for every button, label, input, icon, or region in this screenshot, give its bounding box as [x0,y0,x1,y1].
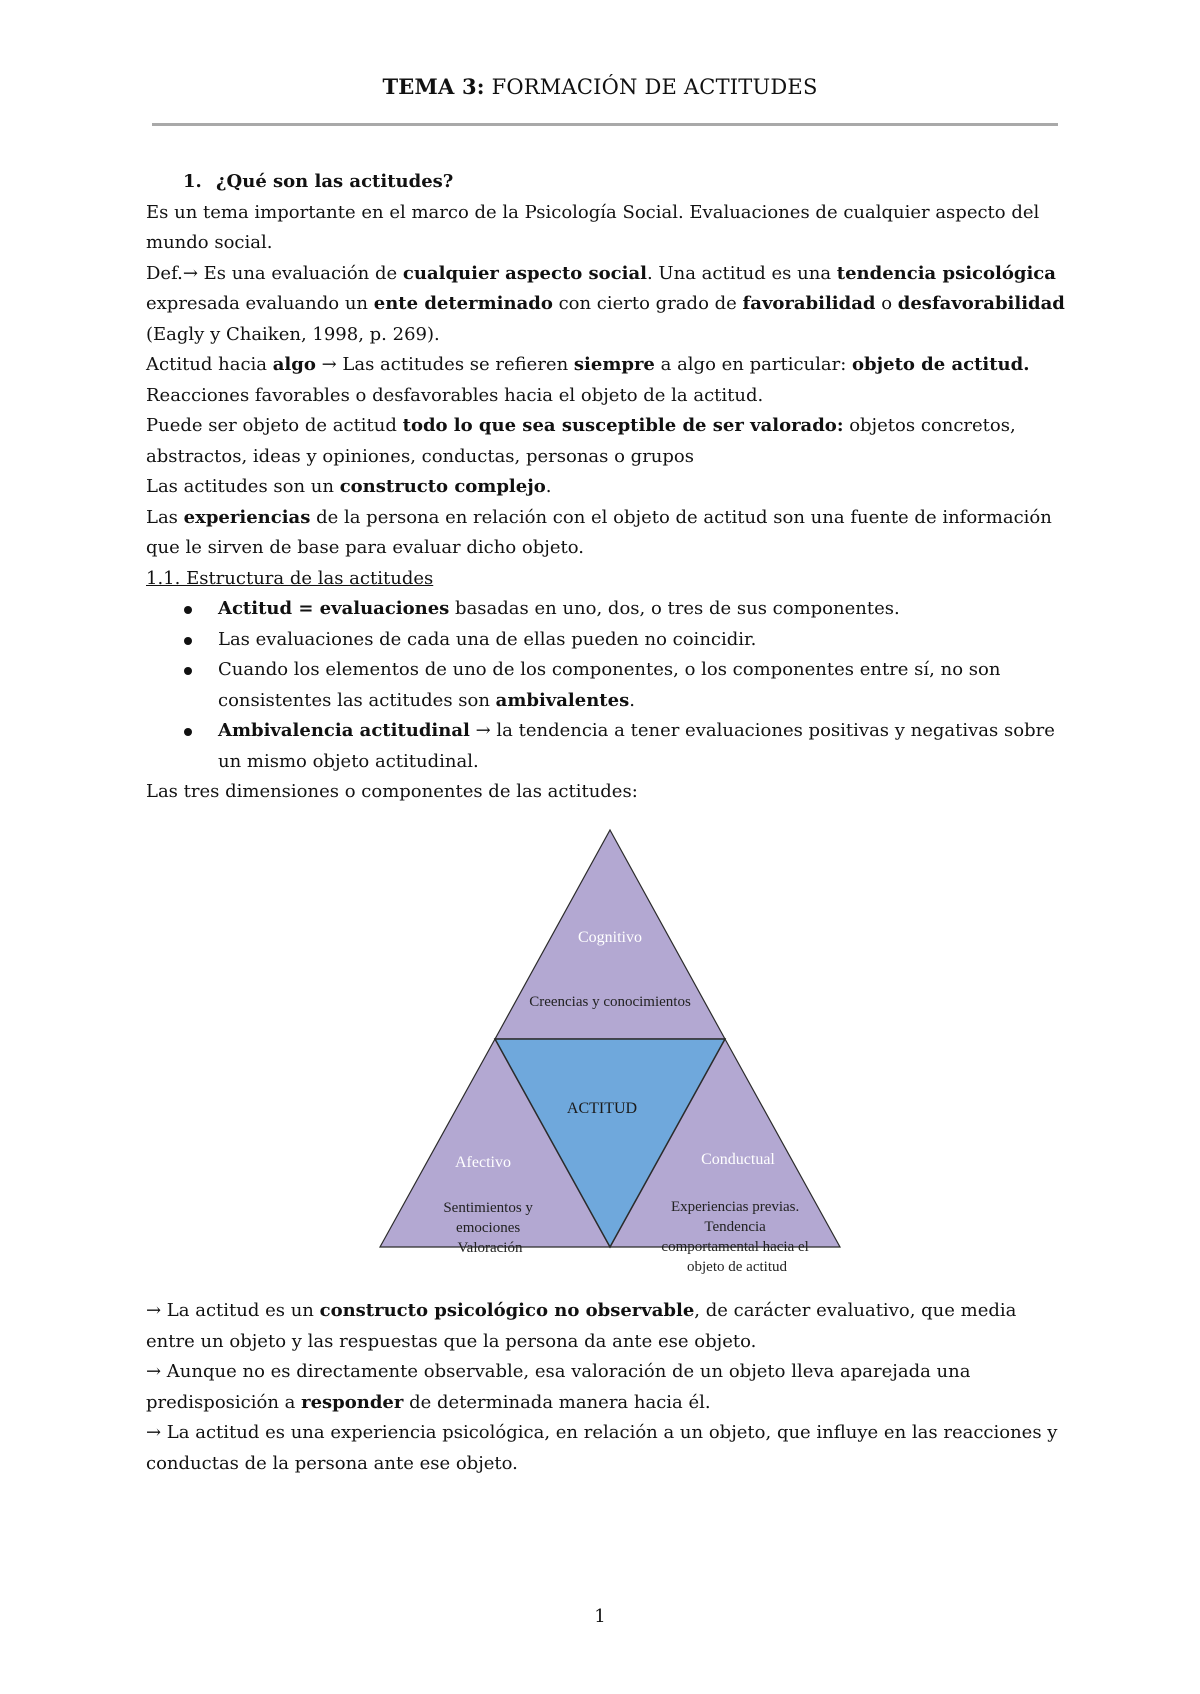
text-run: basadas en uno, dos, o tres de sus componentes. [449,598,900,619]
label-cognitive: Cognitivo [577,929,643,946]
bold-run: Ambivalencia actitudinal [218,720,470,741]
bold-run: objeto de actitud. [852,354,1030,375]
text-run: Actitud hacia [146,354,273,375]
section-number: 1. [183,171,202,192]
text-run: o [875,293,898,314]
bold-run: constructo complejo [339,476,546,497]
paragraph-predisposition [146,1357,1066,1418]
paragraph-intro: Es un tema importante en el marco de la Psicología Social. Evaluaciones de cualquier aspecto del mundo social. [146,201,1040,253]
text-run: Las [146,506,184,528]
desc-affective-line: emociones [456,1220,521,1236]
desc-affective-line: Sentimientos y [443,1200,533,1216]
desc-behavioral-line: Tendencia [704,1219,766,1235]
paragraph-objects [146,411,1066,472]
title-divider [152,123,1058,126]
bold-run: siempre [573,354,655,375]
text-run: Puede ser objeto de actitud [146,415,403,436]
label-attitude: ACTITUD [566,1100,638,1117]
paragraph-definition [146,259,1066,351]
paragraph-experiences [146,503,1066,564]
text-run: → Aunque no es directamente observable, esa valoración de un objeto lleva aparejada una predisposición a [146,1361,971,1413]
text-run: → Las actitudes se refieren [315,354,574,375]
bold-run: ente determinado [373,293,553,314]
label-affective: Afectivo [455,1154,511,1171]
paragraph-unobservable [146,1296,1066,1357]
bold-run: tendencia psicológica [836,262,1056,284]
bullet-list [146,594,1066,777]
list-item: Las evaluaciones de cada una de ellas pueden no coincidir. [218,625,1066,656]
label-behavioral: Conductual [701,1151,775,1168]
page-title [0,74,1200,99]
desc-behavioral-line: comportamental hacia el [661,1239,809,1255]
bold-run: experiencias [183,506,311,528]
text-run: . [629,689,635,711]
text-run: Def.→ Es una evaluación de [146,262,403,284]
text-run: con cierto grado de [552,293,743,314]
text-run: , de carácter evaluativo, que media entre un objeto y las respuestas que la persona da ante ese objeto. [146,1300,1017,1352]
text-run: → la tendencia a tener evaluaciones positivas y negativas sobre un mismo objeto actitudinal. [218,720,1055,772]
paragraph-attitude-object [146,350,1066,381]
bold-run: desfavorabilidad [897,293,1065,314]
bold-run: ambivalentes [495,689,630,711]
page-number: 1 [594,1606,606,1627]
bold-run: algo [272,354,316,375]
title-rest: FORMACIÓN DE ACTITUDES [484,75,818,99]
text-run: (Eagly y Chaiken, 1998, p. 269). [146,323,440,345]
desc-behavioral-line: Experiencias previas. [670,1199,800,1215]
text-run: Las actitudes son un [146,476,340,497]
bold-run: cualquier aspecto social [402,262,647,284]
desc-cognitive: Creencias y conocimientos [529,994,691,1010]
main-content [146,167,1066,808]
desc-affective-line: Valoración [457,1240,523,1256]
text-run: Cuando los elementos de uno de los componentes, o los componentes entre sí, no son consistentes las actitudes son [218,659,1001,711]
attitude-components-diagram [340,825,880,1285]
title-bold: TEMA 3: [382,74,485,99]
text-run: . [545,476,552,497]
desc-behavioral-line: objeto de actitud [687,1259,787,1275]
paragraph-reactions: Reacciones favorables o desfavorables hacia el objeto de la actitud. [146,384,764,406]
paragraph-construct [146,472,1066,503]
list-item [218,594,1066,625]
text-run: objetos concretos, abstractos, ideas y opiniones, conductas, personas o grupos [146,415,1016,467]
text-run: . Una actitud es una [646,262,837,284]
list-item [218,716,1066,777]
paragraph-diagram-intro: Las tres dimensiones o componentes de las actitudes: [146,781,638,802]
text-run: expresada evaluando un [146,293,374,314]
bold-run: constructo psicológico no observable [319,1300,695,1321]
list-item [218,655,1066,716]
bold-run: todo lo que sea susceptible de ser valorado: [402,415,844,436]
section-heading [183,167,1066,198]
section-heading-text: ¿Qué son las actitudes? [216,171,454,192]
text-run: → La actitud es un [146,1300,320,1321]
text-run: de determinada manera hacia él. [403,1391,711,1413]
paragraph-experience: → La actitud es una experiencia psicológica, en relación a un objeto, que influye en las reacciones y conductas de la persona ante ese objeto. [146,1422,1058,1474]
bold-run: Actitud = evaluaciones [218,598,450,619]
text-run: a algo en particular: [654,354,853,375]
post-diagram-content [146,1296,1066,1479]
subheading-structure: 1.1. Estructura de las actitudes [146,567,434,589]
bold-run: favorabilidad [742,293,876,314]
diagram-svg [340,825,880,1285]
text-run: de la persona en relación con el objeto de actitud son una fuente de información que le sirven de base para evaluar dicho objeto. [146,506,1052,558]
bold-run: responder [301,1391,404,1413]
